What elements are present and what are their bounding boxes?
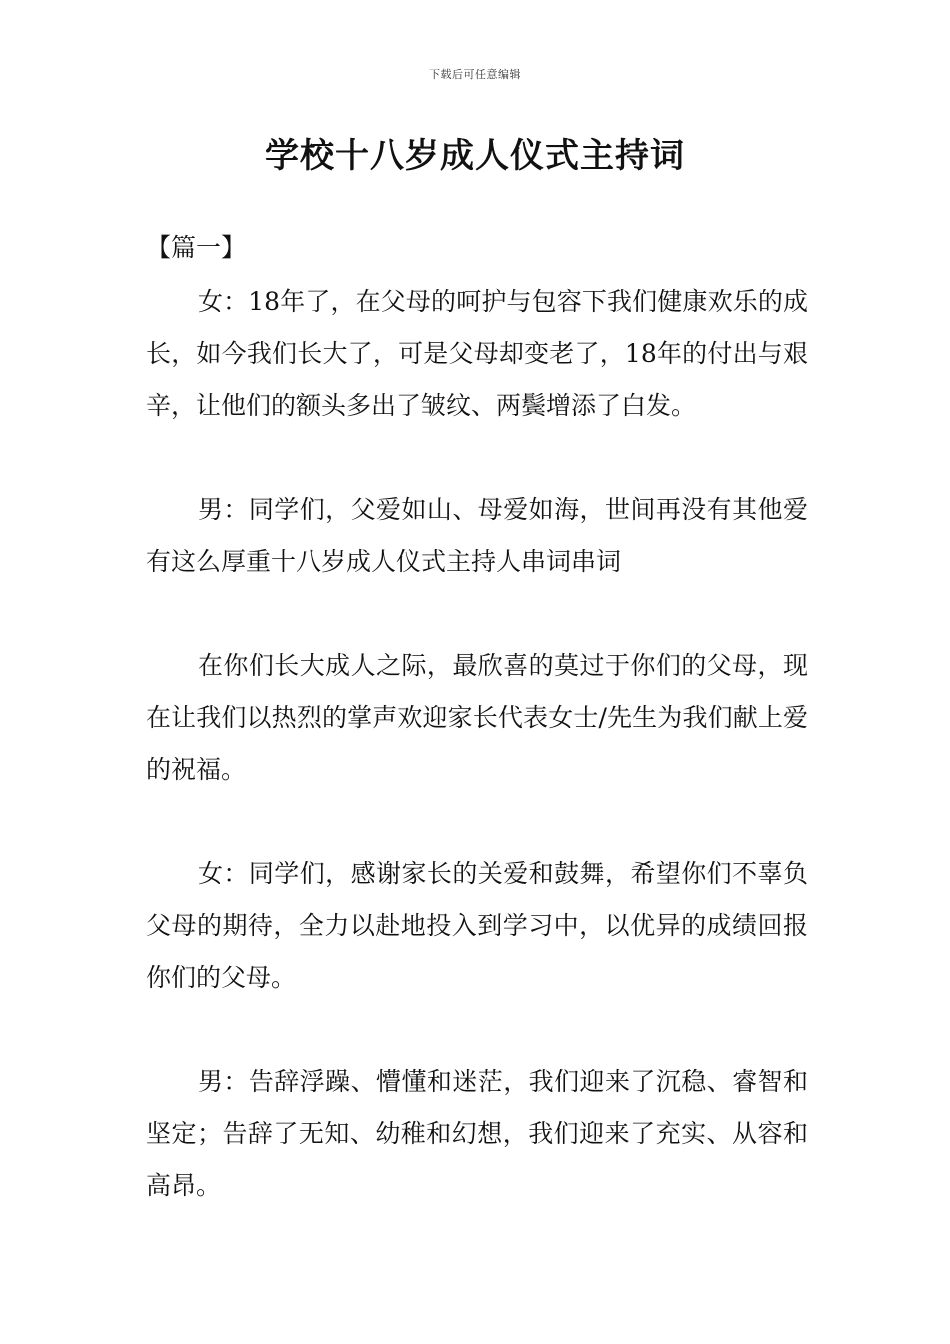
paragraph-5: 男：告辞浮躁、懵懂和迷茫，我们迎来了沉稳、睿智和坚定；告辞了无知、幼稚和幻想，我们迎来了充实、从容和高昂。 (146, 1067, 808, 1200)
document-title: 学校十八岁成人仪式主持词 (265, 136, 685, 176)
section-label: 【篇一】 (146, 233, 247, 262)
paragraph-1: 女：18年了，在父母的呵护与包容下我们健康欢乐的成长，如今我们长大了，可是父母却变老了，18年的付出与艰辛，让他们的额头多出了皱纹、两鬓增添了白发。 (146, 287, 808, 420)
paragraph-3: 在你们长大成人之际，最欣喜的莫过于你们的父母，现在让我们以热烈的掌声欢迎家长代表女士/先生为我们献上爱的祝福。 (146, 651, 808, 784)
paragraph-2: 男：同学们，父爱如山、母爱如海，世间再没有其他爱有这么厚重十八岁成人仪式主持人串词串词 (146, 495, 808, 576)
paragraph-4: 女：同学们，感谢家长的关爱和鼓舞，希望你们不辜负父母的期待，全力以赴地投入到学习中，以优异的成绩回报你们的父母。 (146, 859, 808, 992)
document-body (146, 276, 808, 1212)
header-note: 下载后可任意编辑 (429, 68, 521, 81)
